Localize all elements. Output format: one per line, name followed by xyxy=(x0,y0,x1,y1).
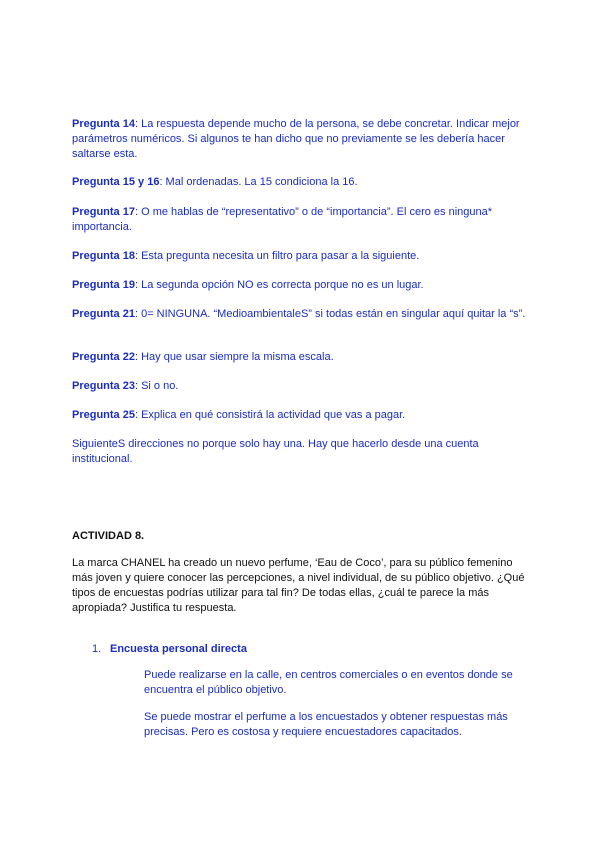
feedback-item-18 xyxy=(72,249,532,264)
feedback-text: : Si o no. xyxy=(134,380,179,392)
feedback-item-21 xyxy=(72,307,532,322)
list-item-paragraph: Se puede mostrar el perfume a los encuestados y obtener respuestas más precisas. Pero es costosa y requiere encuestadores capacitados. xyxy=(144,711,508,738)
feedback-label: Pregunta 14 xyxy=(72,118,135,130)
feedback-text: : Mal ordenadas. La 15 condiciona la 16. xyxy=(159,176,358,188)
feedback-item-19 xyxy=(72,278,532,293)
feedback-text: : 0= NINGUNA. “MedioambientaleS” si todas están en singular aquí quitar la “s”. xyxy=(134,308,526,320)
feedback-item-14 xyxy=(72,117,532,162)
feedback-text: : Esta pregunta necesita un filtro para pasar a la siguiente. xyxy=(134,250,420,262)
feedback-item-15-16 xyxy=(72,175,532,190)
feedback-label: Pregunta 18 xyxy=(72,250,135,262)
feedback-text: : Explica en qué consistirá la actividad que vas a pagar. xyxy=(134,409,406,421)
activity-title: ACTIVIDAD 8. xyxy=(72,530,145,542)
feedback-text: : La segunda opción NO es correcta porque no es un lugar. xyxy=(134,279,424,291)
list-item-paragraph: Puede realizarse en la calle, en centros comerciales o en eventos donde se encuentra el público objetivo. xyxy=(144,669,513,696)
feedback-text: : Hay que usar siempre la misma escala. xyxy=(134,351,334,363)
feedback-label: Pregunta 22 xyxy=(72,351,135,363)
feedback-label: Pregunta 21 xyxy=(72,308,135,320)
list-number: 1. xyxy=(92,643,102,655)
feedback-label: Pregunta 25 xyxy=(72,409,135,421)
feedback-label: Pregunta 23 xyxy=(72,380,135,392)
feedback-item-22 xyxy=(72,350,532,365)
activity-statement: La marca CHANEL ha creado un nuevo perfume, ‘Eau de Coco’, para su público femenino más joven y quiere conocer las percepciones, a nivel individual, de su público objetivo. ¿Qué tipos de encuestas podrías utilizar para tal fin? De todas ellas, ¿cuál te parece la más apropiada? Justifica tu respuesta. xyxy=(72,557,525,614)
feedback-item-25 xyxy=(72,408,532,423)
feedback-label: Pregunta 17 xyxy=(72,206,135,218)
feedback-item-23 xyxy=(72,379,532,394)
feedback-label: Pregunta 19 xyxy=(72,279,135,291)
closing-note: SiguienteS direcciones no porque solo hay una. Hay que hacerlo desde una cuenta institucional. xyxy=(72,438,479,465)
feedback-text: : La respuesta depende mucho de la persona, se debe concretar. Indicar mejor parámetros numéricos. Si algunos te han dicho que no previamente se les debería hacer saltarse esta. xyxy=(72,118,520,160)
feedback-label: Pregunta 15 y 16 xyxy=(72,176,160,188)
list-item-title: Encuesta personal directa xyxy=(110,643,247,655)
feedback-text: : O me hablas de “representativo” o de “importancia”. El cero es ninguna* importancia. xyxy=(72,206,493,233)
feedback-item-17 xyxy=(72,205,532,235)
list-item xyxy=(92,642,247,657)
